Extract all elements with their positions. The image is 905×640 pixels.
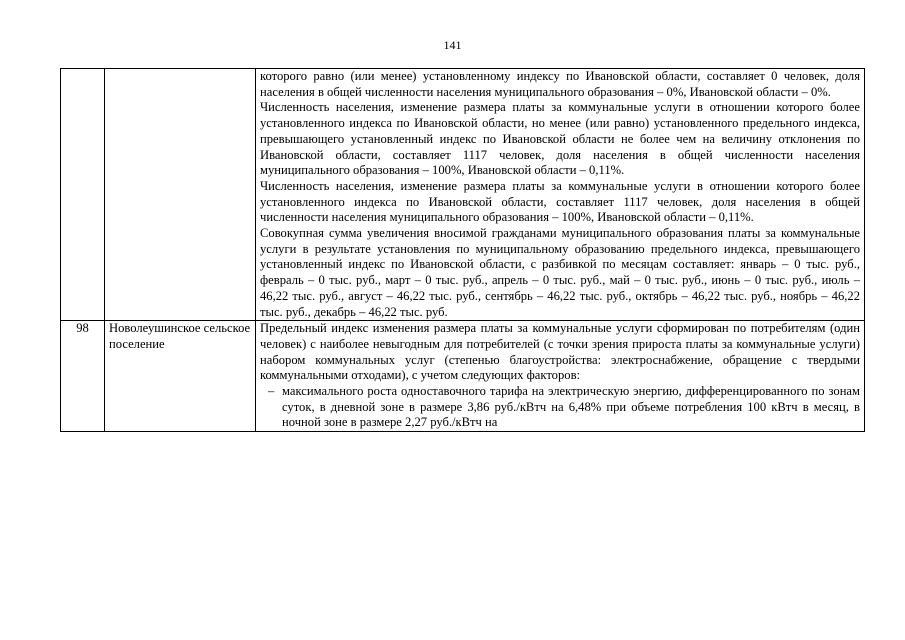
table-row (61, 69, 865, 321)
row-number-cell (61, 69, 105, 321)
paragraph: Совокупная сумма увеличения вносимой гражданами муниципального образования платы за коммунальные услуги в результате установления по муниципальному образованию предельного индекса, превышающего установленный индекс по Ивановской области, с разбивкой по месяцам составляет: январь – 0 тыс. руб., февраль – 0 тыс. руб., март – 0 тыс. руб., апрель – 0 тыс. руб., май – 0 тыс. руб., июнь – 0 тыс. руб., июль – 46,22 тыс. руб., август – 46,22 тыс. руб., сентябрь – 46,22 тыс. руб., октябрь – 46,22 тыс. руб., ноябрь – 46,22 тыс. руб., декабрь – 46,22 тыс. руб. (260, 226, 860, 319)
table-row (61, 321, 865, 432)
document-table (60, 68, 865, 432)
paragraph: Численность населения, изменение размера платы за коммунальные услуги в отношении которого более установленного индекса по Ивановской области, составляет 1117 человек, доля населения в общей численности населения муниципального образования – 100%, Ивановской области – 0,11%. (260, 178, 860, 225)
paragraph: которого равно (или менее) установленному индексу по Ивановской области, составляет 0 человек, доля населения в общей численности населения муниципального образования – 0%, Ивановской области – 0%. (260, 69, 860, 99)
description-cell (256, 321, 865, 432)
list-dash: – (268, 384, 275, 399)
municipality-name-cell (105, 69, 256, 321)
description-cell (256, 69, 865, 321)
paragraph: Предельный индекс изменения размера платы за коммунальные услуги сформирован по потребителям (один человек) с наиболее невыгодным для потребителей (с точки зрения прироста платы за коммунальные услуги) набором коммунальных услуг (степенью благоустройства: электроснабжение, обращение с твердыми коммунальными отходами), с учетом следующих факторов: (260, 321, 860, 383)
list-item-text: максимального роста одноставочного тарифа на электрическую энергию, дифференцированного по зонам суток, в дневной зоне в размере 3,86 руб./кВтч на 6,48% при объеме потребления 100 кВтч в месяц, в ночной зоне в размере 2,27 руб./кВтч на (282, 384, 860, 430)
page-number: 141 (443, 38, 462, 52)
list-item (260, 384, 860, 431)
municipality-name-cell: Новолеушинское сельское поселение (105, 321, 256, 432)
row-number-cell: 98 (61, 321, 105, 432)
paragraph: Численность населения, изменение размера платы за коммунальные услуги в отношении которого более установленного индекса по Ивановской области, но менее (или равно) установленного предельного индекса, превышающего установленный индекс по Ивановской области не более чем на величину отклонения по Ивановской области, составляет 1117 человек, доля населения в общей численности населения муниципального образования – 100%, Ивановской области – 0,11%. (260, 100, 860, 178)
factor-list (260, 384, 860, 431)
